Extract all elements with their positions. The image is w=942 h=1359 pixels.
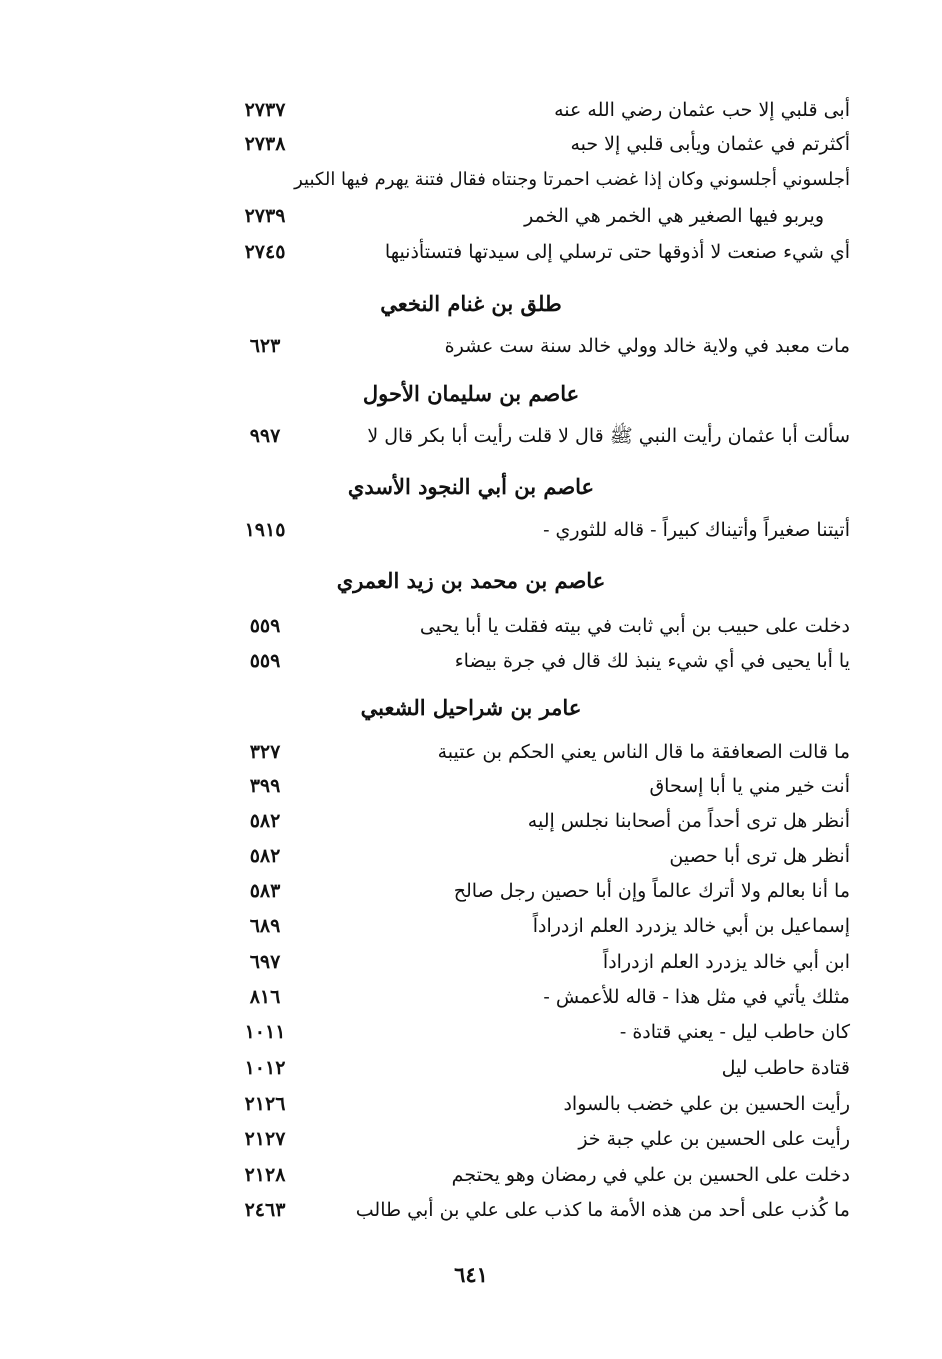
index-entry — [230, 980, 850, 1014]
index-entry — [230, 945, 850, 979]
entry-text: أي شيء صنعت لا أذوقها حتى ترسلي إلى سيدتها فتستأذنيها — [384, 241, 850, 263]
entry-number: ٢٧٣٨ — [244, 133, 286, 155]
index-entry — [230, 839, 850, 873]
index-entry — [230, 93, 850, 127]
entry-text: قتادة حاطب ليل — [721, 1057, 850, 1079]
entry-number: ٢٧٤٥ — [244, 241, 286, 263]
entry-number: ٥٥٩ — [249, 650, 281, 672]
entry-number: ٩٩٧ — [249, 425, 281, 447]
entry-number: ١٩١٥ — [244, 519, 286, 541]
section-heading: عاصم بن سليمان الأحول — [362, 381, 580, 406]
index-entry — [230, 909, 850, 943]
index-entry — [230, 163, 850, 197]
entry-text: سألت أبا عثمان رأيت النبي ﷺ قال لا قلت رأيت أبا بكر قال لا — [367, 425, 850, 447]
entry-text: مثلك يأتي في مثل هذا - قاله للأعمش - — [543, 986, 850, 1008]
entry-text: كان حاطب ليل - يعني قتادة - — [619, 1021, 850, 1043]
entry-number: ١٠١١ — [244, 1021, 286, 1043]
index-entry — [230, 513, 850, 547]
entry-text: أكثرتم في عثمان ويأبى قلبي إلا حبه — [570, 133, 850, 155]
index-entry — [230, 1087, 850, 1121]
index-entry-continuation — [230, 199, 850, 233]
entry-number: ٦٨٩ — [249, 915, 281, 937]
index-entry — [230, 769, 850, 803]
index-entry — [230, 419, 850, 453]
entry-text: ما كُذب على أحد من هذه الأمة ما كذب على علي بن أبي طالب — [355, 1199, 850, 1221]
index-entry — [230, 874, 850, 908]
entry-number: ٢٤٦٣ — [244, 1199, 286, 1221]
entry-text: أنظر هل ترى أحداً من أصحابنا نجلس إليه — [527, 810, 850, 832]
index-entry — [230, 1193, 850, 1227]
entry-text: دخلت على الحسين بن علي في رمضان وهو يحتجم — [451, 1164, 850, 1186]
entry-text: ما قالت الصعافقة ما قال الناس يعني الحكم بن عتيبة — [437, 741, 850, 763]
entry-number: ٢١٢٧ — [244, 1128, 286, 1150]
entry-number: ٥٥٩ — [249, 615, 281, 637]
section-heading: عامر بن شراحيل الشعبي — [360, 695, 582, 720]
index-entry — [230, 127, 850, 161]
entry-text: أبى قلبي إلا حب عثمان رضي الله عنه — [554, 99, 850, 121]
entry-text: أنظر هل ترى أبا حصين — [669, 845, 850, 867]
entry-number: ٢١٢٦ — [244, 1093, 286, 1115]
entry-text: رأيت الحسين بن علي خضب بالسواد — [563, 1093, 850, 1115]
index-entry — [230, 329, 850, 363]
index-entry — [230, 804, 850, 838]
entry-text: رأيت على الحسين بن علي جبة خز — [578, 1128, 850, 1150]
entry-number: ٥٨٣ — [249, 880, 281, 902]
entry-number: ٨١٦ — [249, 986, 281, 1008]
entry-text: أنت خير مني يا أبا إسحاق — [649, 775, 850, 797]
entry-text: إسماعيل بن أبي خالد يزدرد العلم ازدراداً — [532, 915, 850, 937]
index-entry — [230, 1158, 850, 1192]
entry-text: يا أبا يحيى في أي شيء ينبذ لك قال في جرة بيضاء — [454, 650, 850, 672]
entry-number: ٢٧٣٩ — [244, 205, 286, 227]
entry-number: ٥٨٢ — [249, 810, 281, 832]
entry-number: ٦٢٣ — [249, 335, 281, 357]
section-heading: طلق بن غنام النخعي — [380, 291, 562, 316]
entry-text: ابن أبي خالد يزدرد العلم ازدراداً — [602, 951, 850, 973]
index-entry — [230, 644, 850, 678]
index-entry — [230, 1122, 850, 1156]
section-heading: عاصم بن أبي النجود الأسدي — [347, 474, 595, 499]
entry-number: ٦٩٧ — [249, 951, 281, 973]
section-heading: عاصم بن محمد بن زيد العمري — [336, 568, 606, 593]
entry-text: ويربو فيها الصغير هي الخمر هي الخمر — [524, 205, 824, 227]
index-entry — [230, 235, 850, 269]
entry-number: ٣٢٧ — [249, 741, 281, 763]
entry-text: أتيتنا صغيراً وأتيناك كبيراً - قاله للثوري - — [543, 519, 850, 541]
entry-number: ٢١٢٨ — [244, 1164, 286, 1186]
entry-number: ٣٩٩ — [249, 775, 281, 797]
entry-text: دخلت على حبيب بن أبي ثابت في بيته فقلت يا أبا يحيى — [419, 615, 850, 637]
entry-text: ما أنا بعالم ولا أترك عالماً وإن أبا حصين رجل صالح — [453, 880, 850, 902]
entry-number: ٥٨٢ — [249, 845, 281, 867]
page-number: ٦٤١ — [454, 1262, 488, 1287]
index-entry — [230, 1051, 850, 1085]
entry-number: ١٠١٢ — [244, 1057, 286, 1079]
index-entry — [230, 735, 850, 769]
index-entry — [230, 1015, 850, 1049]
entry-number: ٢٧٣٧ — [244, 99, 286, 121]
entry-text: مات معبد في ولاية خالد وولي خالد سنة ست عشرة — [444, 335, 850, 357]
entry-text: أجلسوني أجلسوني وكان إذا غضب احمرتا وجنتاه فقال فتنة يهرم فيها الكبير — [294, 169, 850, 190]
index-entry — [230, 609, 850, 643]
